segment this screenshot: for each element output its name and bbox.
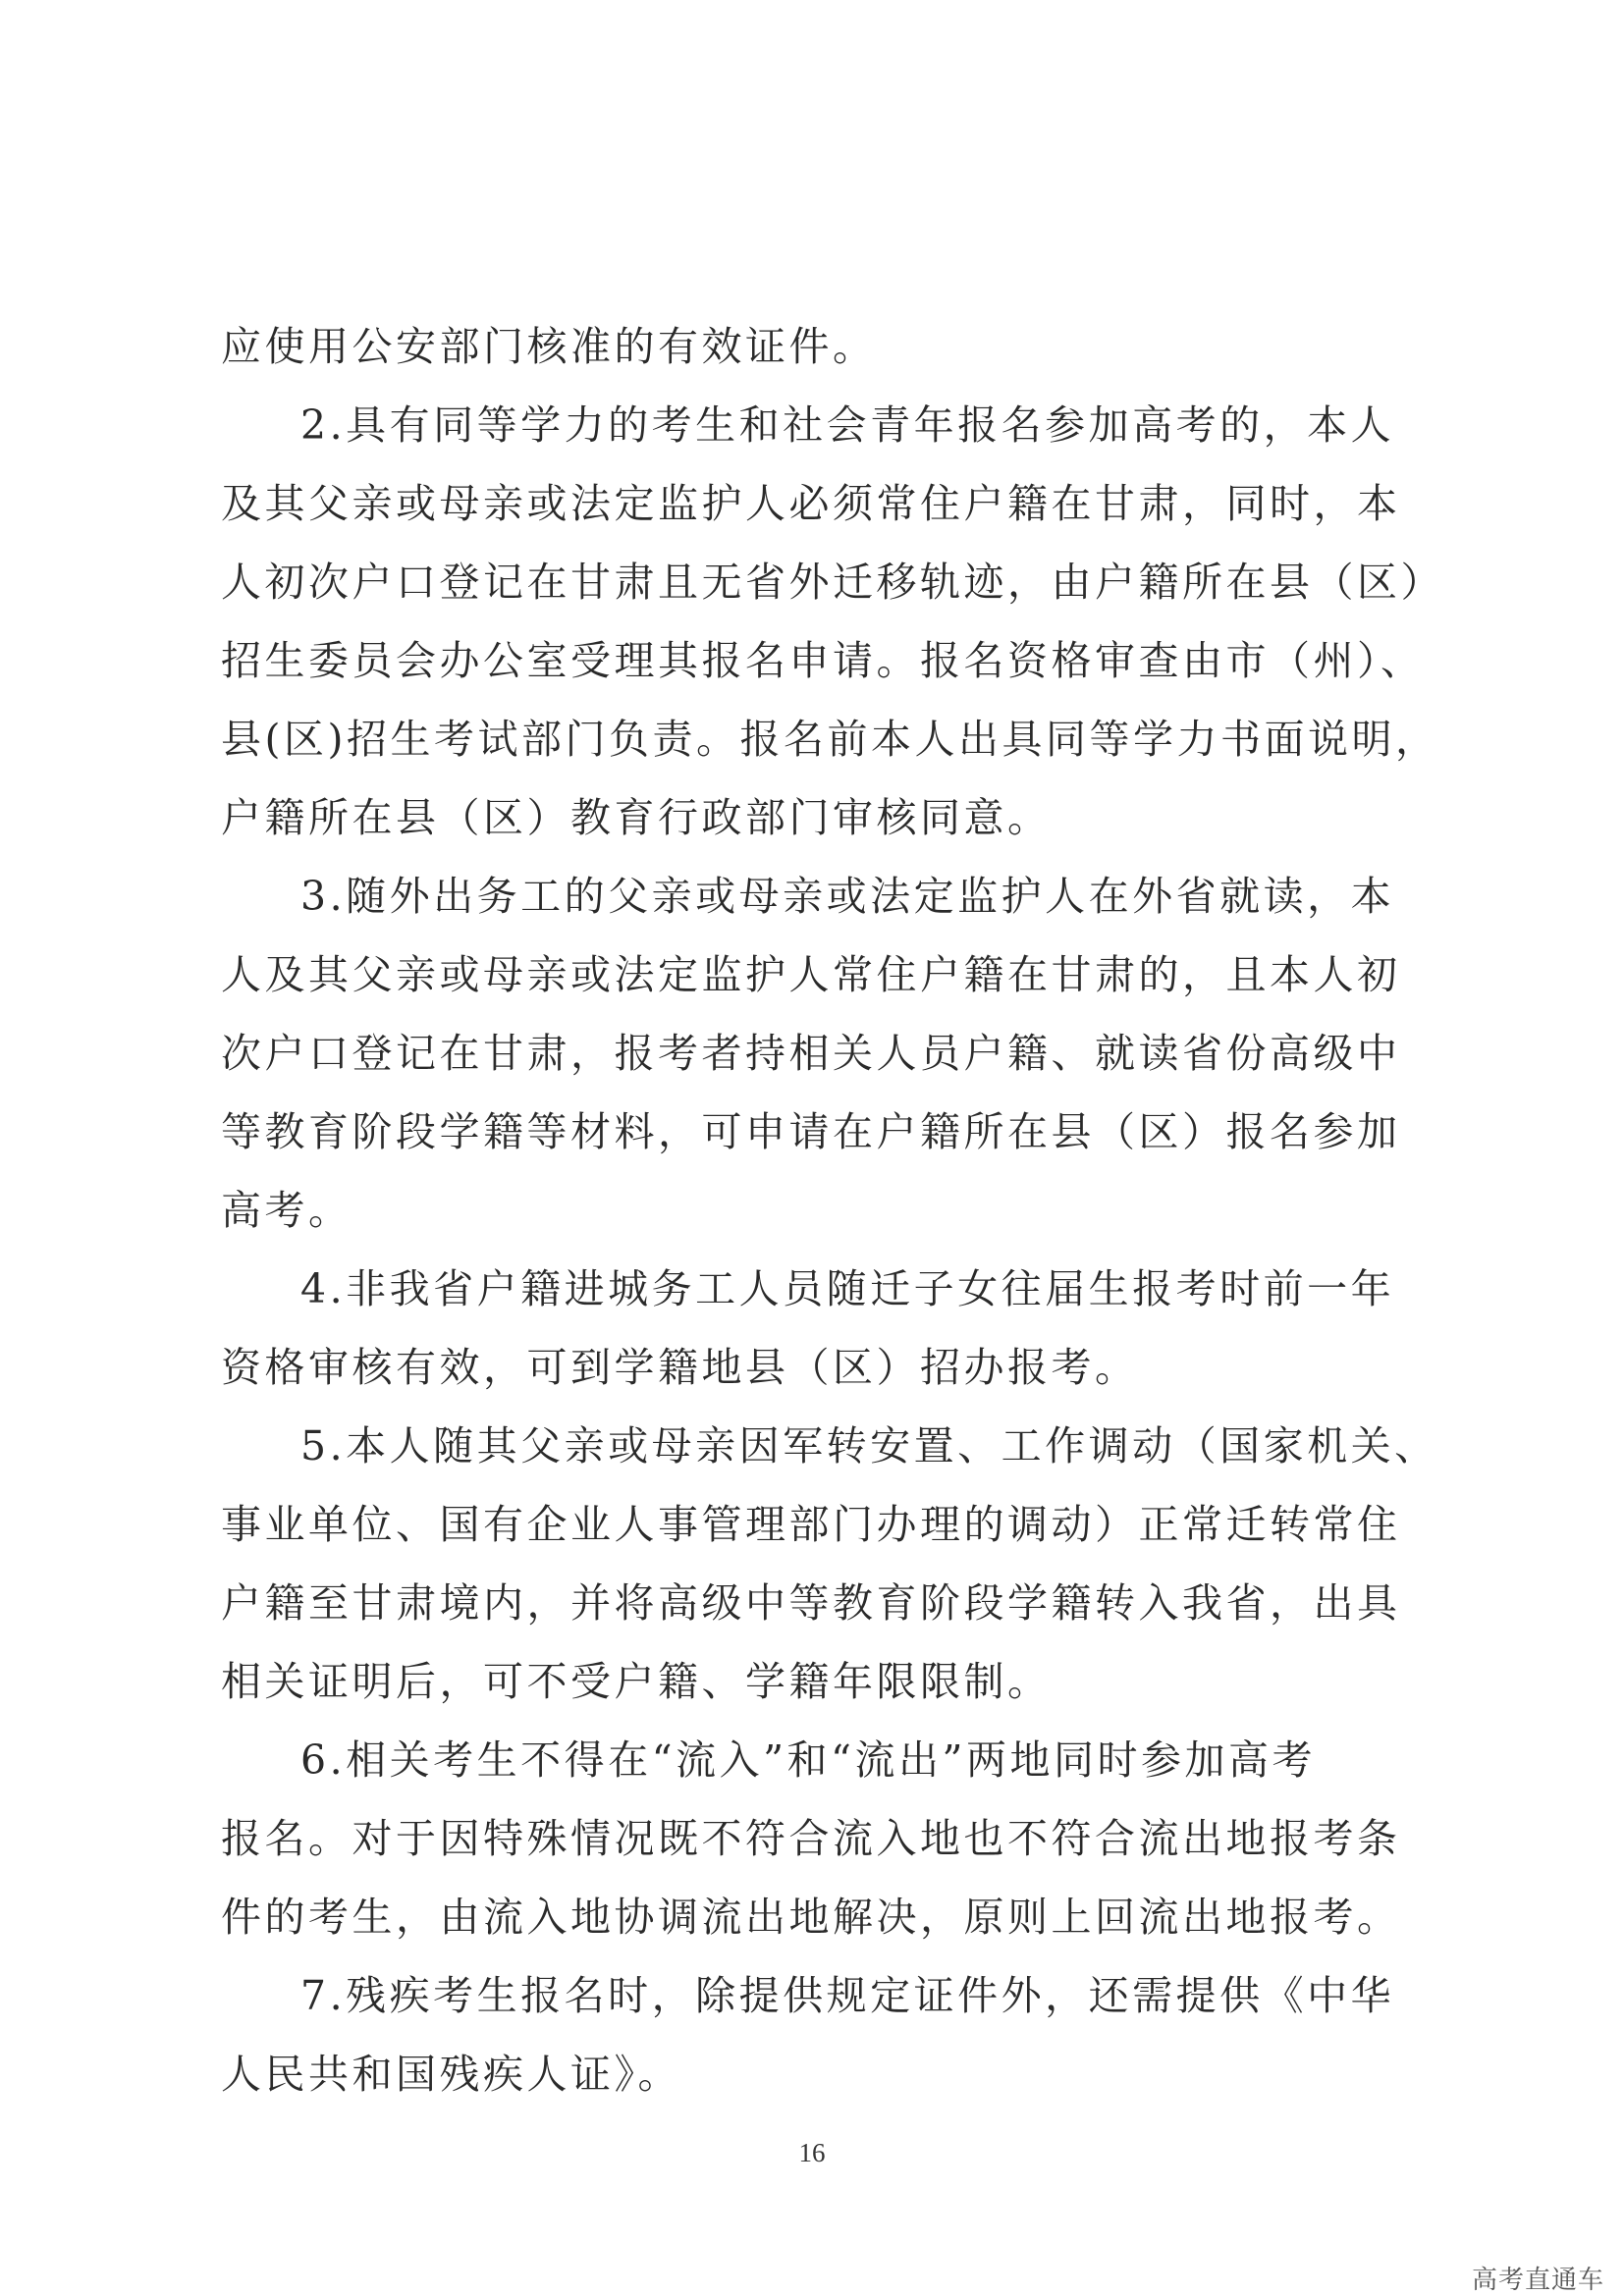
text-line: 4.非我省户籍进城务工人员随迁子女往届生报考时前一年 [300, 1265, 1395, 1312]
text-line: 2.具有同等学力的考生和社会青年报名参加高考的，本人 [300, 401, 1395, 449]
text-line: 资格审核有效，可到学籍地县（区）招办报考。 [221, 1344, 1139, 1391]
text-line: 3.随外出务工的父亲或母亲或法定监护人在外省就读，本 [300, 873, 1395, 920]
text-line: 人初次户口登记在甘肃且无省外迁移轨迹，由户籍所在县（区） [221, 559, 1444, 606]
text-line: 户籍所在县（区）教育行政部门审核同意。 [221, 794, 1052, 841]
text-line: 人民共和国残疾人证》。 [221, 2051, 681, 2098]
text-line: 5.本人随其父亲或母亲因军转安置、工作调动（国家机关、 [300, 1422, 1438, 1469]
text-line: 报名。对于因特殊情况既不符合流入地也不符合流出地报考条 [221, 1815, 1401, 1862]
text-line: 高考。 [221, 1187, 352, 1234]
text-line: 县(区)招生考试部门负责。报名前本人出具同等学力书面说明， [221, 716, 1439, 763]
text-line: 7.残疾考生报名时，除提供规定证件外，还需提供《中华 [300, 1972, 1395, 2019]
text-line: 等教育阶段学籍等材料，可申请在户籍所在县（区）报名参加 [221, 1108, 1401, 1155]
text-line: 应使用公安部门核准的有效证件。 [221, 323, 877, 370]
watermark: 高考直通车 [1471, 2266, 1604, 2295]
text-line: 6.相关考生不得在“流入”和“流出”两地同时参加高考 [300, 1736, 1316, 1784]
text-line: 人及其父亲或母亲或法定监护人常住户籍在甘肃的，且本人初 [221, 951, 1401, 998]
text-line: 招生委员会办公室受理其报名申请。报名资格审查由市（州）、 [221, 637, 1425, 684]
text-line: 及其父亲或母亲或法定监护人必须常住户籍在甘肃，同时，本 [221, 480, 1401, 527]
text-line: 事业单位、国有企业人事管理部门办理的调动）正常迁转常住 [221, 1501, 1401, 1548]
page-number: 16 [798, 2138, 826, 2167]
text-line: 相关证明后，可不受户籍、学籍年限限制。 [221, 1658, 1052, 1705]
text-line: 户籍至甘肃境内，并将高级中等教育阶段学籍转入我省，出具 [221, 1579, 1401, 1627]
text-line: 次户口登记在甘肃，报考者持相关人员户籍、就读省份高级中 [221, 1030, 1401, 1077]
text-line: 件的考生，由流入地协调流出地解决，原则上回流出地报考。 [221, 1894, 1401, 1941]
